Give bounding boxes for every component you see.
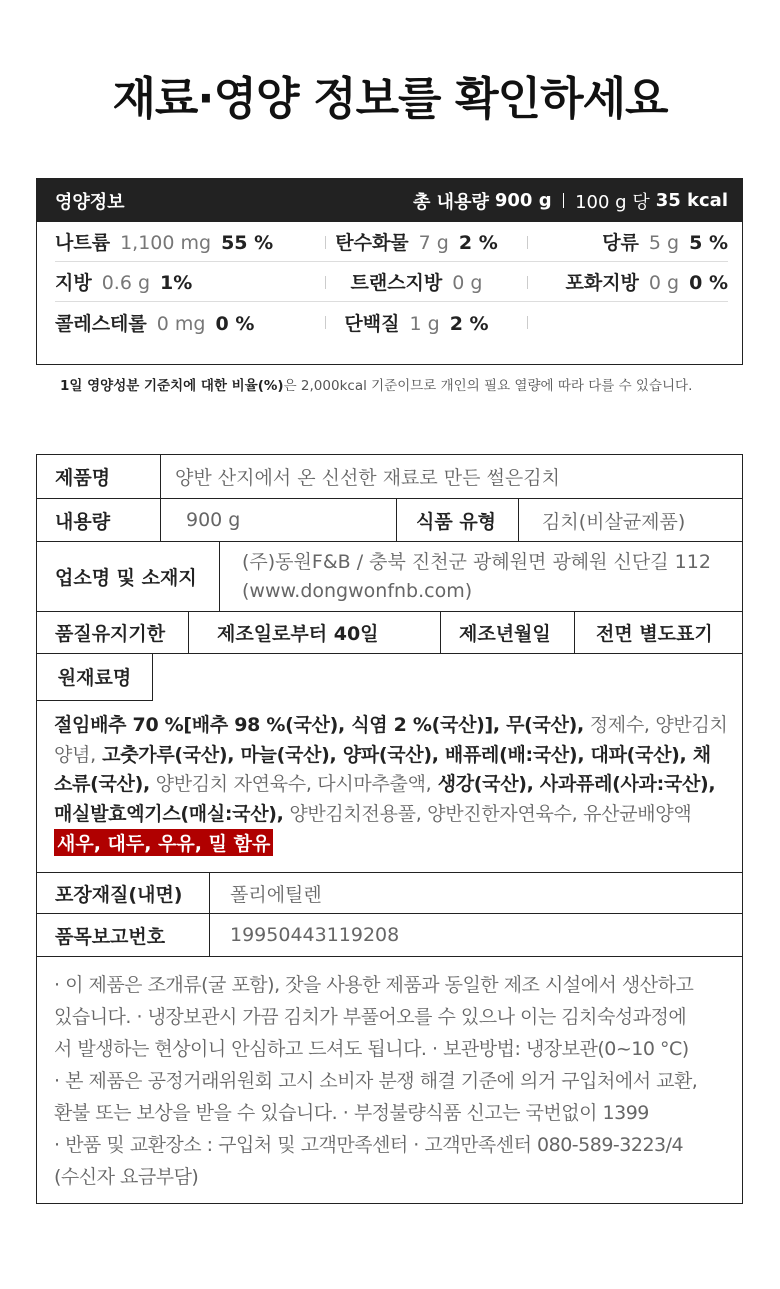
table-row (37, 872, 742, 914)
notice-line: 있습니다. · 냉장보관시 가끔 김치가 부풀어오를 수 있으나 이는 김치숙성과정에 (54, 1006, 687, 1028)
packaging-label: 포장재질(내면) (55, 883, 183, 906)
nutrient-label: 포화지방 (565, 272, 639, 294)
nutrient-percent: 55 % (221, 232, 274, 254)
notice-line: (수신자 요금부담) (54, 1166, 199, 1188)
product-info-table (36, 454, 743, 1204)
column-divider (325, 236, 326, 249)
nutrient-trans-fat (305, 268, 528, 295)
volume-label: 내용량 (55, 510, 111, 533)
ingredients-plain: 양념, (54, 743, 96, 766)
nutrient-amount: 0 mg (156, 312, 206, 335)
notice-line: 서 발생하는 현상이니 안심하고 드셔도 됩니다. · 보관방법: 냉장보관(0~10 °C) (54, 1038, 689, 1060)
nutrient-amount: 7 g (418, 232, 449, 254)
footnote-text: 은 2,000kcal 기준이므로 개인의 필요 열량에 따라 다를 수 있습니다. (283, 378, 693, 394)
header-divider (563, 193, 565, 208)
nutrient-amount: 1,100 mg (120, 232, 212, 254)
notice-line: · 본 제품은 공정거래위원회 고시 소비자 분쟁 해결 기준에 의거 구입처에서 교환, (54, 1070, 698, 1092)
shelf-life-value: 제조일로부터 40일 (188, 612, 440, 653)
nutrient-label: 나트륨 (55, 232, 111, 254)
nutrient-percent: 0 % (215, 312, 255, 335)
mfg-date-label: 제조년월일 (440, 612, 574, 653)
maker-value (219, 542, 743, 611)
nutrient-saturated-fat (528, 268, 728, 295)
ingredients-bold: 생강(국산), 사과퓨레(사과:국산), (431, 773, 716, 795)
nutrient-amount: 0 g (648, 272, 680, 294)
footnote-bold: 1일 영양성분 기준치에 대한 비율(%) (60, 378, 284, 394)
nutrient-amount: 1 g (409, 312, 440, 335)
table-row (37, 455, 742, 499)
volume-value: 900 g (160, 499, 396, 541)
nutrient-cholesterol (55, 309, 305, 336)
nutrient-fat (55, 268, 305, 295)
page-title: 재료·영양 정보를 확인하세요 (112, 72, 668, 125)
ingredients-bold: 절임배추 70 %[배추 98 %(국산), 식염 2 %(국산)], 무(국산), (54, 714, 584, 736)
nutrient-label: 탄수화물 (335, 232, 409, 254)
kcal-value: 35 kcal (655, 190, 728, 211)
table-row (37, 499, 742, 542)
nutrition-footnote (60, 374, 692, 394)
ingredients-plain: 양반김치 자연육수, 다시마추출액, (149, 773, 432, 795)
nutrient-sugar (528, 228, 728, 255)
food-type-label: 식품 유형 (396, 499, 518, 541)
notice-line: · 반품 및 교환장소 : 구입처 및 고객만족센터 · 고객만족센터 080-589-3223/4 (54, 1134, 684, 1156)
table-row (37, 542, 742, 612)
product-name-value: 양반 산지에서 온 신선한 재료로 만든 썰은김치 (160, 455, 743, 498)
column-divider (527, 236, 528, 249)
notice-text (54, 969, 734, 1193)
maker-label: 업소명 및 소재지 (55, 567, 197, 589)
maker-address: (주)동원F&B / 충북 진천군 광혜원면 광혜원 신단길 112 (242, 550, 711, 573)
mfg-date-value: 전면 별도표기 (574, 612, 743, 653)
nutrition-summary (413, 188, 728, 214)
allergy-badge: 새우, 대두, 우유, 밀 함유 (54, 829, 273, 856)
nutrition-box (36, 178, 743, 365)
nutrient-percent: 2 % (458, 232, 498, 254)
food-type-value: 김치(비살균제품) (518, 499, 743, 541)
nutrition-row (55, 302, 728, 342)
nutrition-header (37, 179, 742, 222)
table-row (37, 914, 742, 957)
nutrition-header-label: 영양정보 (55, 191, 125, 213)
nutrient-label: 단백질 (344, 312, 400, 335)
column-divider (325, 316, 326, 329)
report-number-value: 19950443119208 (209, 914, 743, 956)
ingredients-label: 원재료명 (37, 653, 153, 701)
nutrient-percent: 5 % (689, 232, 728, 254)
column-divider (527, 276, 528, 289)
column-divider (325, 276, 326, 289)
nutrient-label: 트랜스지방 (350, 272, 443, 294)
nutrient-amount: 0.6 g (101, 272, 151, 294)
product-name-label: 제품명 (55, 467, 111, 489)
report-number-label: 품목보고번호 (55, 925, 166, 948)
nutrient-percent: 2 % (449, 312, 489, 335)
ingredients-plain: 양반김치전용풀, 양반진한자연육수, 유산균배양액 (283, 802, 692, 825)
nutrient-percent: 1% (160, 272, 193, 294)
per-amount: 100 g 당 (575, 191, 650, 213)
table-row (37, 612, 742, 654)
nutrient-amount: 0 g (452, 272, 483, 294)
total-value: 900 g (494, 190, 552, 211)
notice-line: 환불 또는 보상을 받을 수 있습니다. · 부정불량식품 신고는 국번없이 1399 (54, 1102, 649, 1124)
ingredients-bold: 소류(국산), (54, 773, 150, 795)
nutrient-label: 지방 (55, 272, 92, 294)
nutrient-percent: 0 % (689, 272, 728, 294)
shelf-life-label: 품질유지기한 (55, 623, 166, 645)
ingredients-text (54, 711, 734, 829)
nutrient-sodium (55, 228, 305, 255)
nutrient-amount: 5 g (648, 232, 680, 254)
nutrient-protein (305, 309, 528, 336)
total-label: 총 내용량 (413, 191, 489, 213)
ingredients-plain: 정제수, 양반김치 (583, 714, 728, 736)
maker-website: (www.dongwonfnb.com) (242, 579, 473, 602)
ingredients-bold: 고춧가루(국산), 마늘(국산), 양파(국산), 배퓨레(배:국산), 대파(국산), 채 (95, 743, 711, 766)
nutrient-carbohydrate (305, 228, 528, 255)
nutrition-row (55, 222, 728, 262)
column-divider (527, 316, 528, 329)
packaging-value: 폴리에틸렌 (209, 873, 743, 913)
ingredients-bold: 매실발효엑기스(매실:국산), (54, 802, 284, 825)
nutrient-label: 콜레스테롤 (55, 312, 147, 335)
notice-line: · 이 제품은 조개류(굴 포함), 잣을 사용한 제품과 동일한 제조 시설에서 생산하고 (54, 974, 694, 996)
nutrient-label: 당류 (602, 232, 639, 254)
nutrition-row (55, 262, 728, 302)
